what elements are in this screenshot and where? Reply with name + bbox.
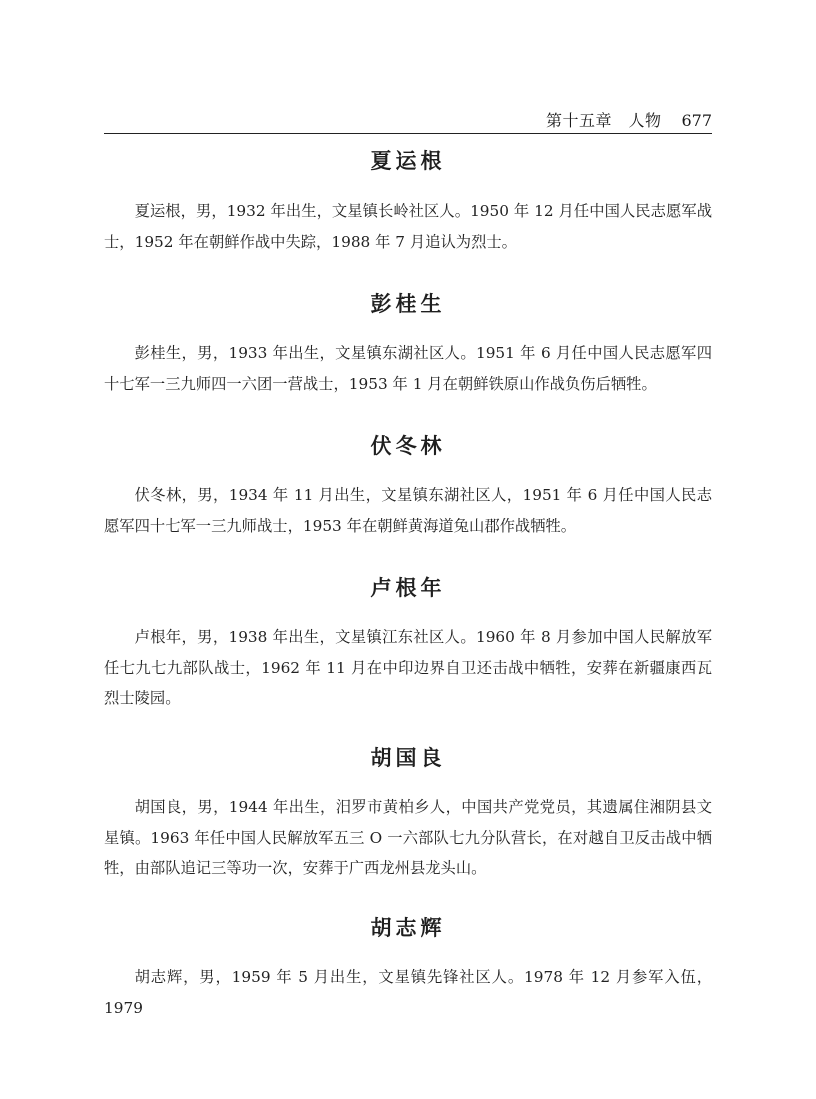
entry-title: 彭桂生 <box>370 292 446 316</box>
page-number: 677 <box>681 111 712 130</box>
chapter-title: 第十五章 人物 <box>545 111 662 130</box>
entry-title: 卢根年 <box>370 576 446 600</box>
entry-title: 胡国良 <box>370 746 446 770</box>
entry-paragraph: 胡志辉，男，1959 年 5 月出生，文星镇先锋社区人。1978 年 12 月参军入伍，1979 <box>104 968 712 1017</box>
entry-paragraph: 卢根年，男，1938 年出生，文星镇江东社区人。1960 年 8 月参加中国人民解放军任七九七九部队战士，1962 年 11 月在中印边界自卫还击战中牺牲，安葬在新疆康西瓦烈士陵园。 <box>104 628 712 707</box>
entry-title: 伏冬林 <box>370 434 446 458</box>
entry-title: 胡志辉 <box>370 916 446 940</box>
entry-paragraph: 伏冬林，男，1934 年 11 月出生，文星镇东湖社区人，1951 年 6 月任中国人民志愿军四十七军一三九师战士，1953 年在朝鲜黄海道兔山郡作战牺牲。 <box>104 486 712 535</box>
entry-paragraph: 彭桂生，男，1933 年出生，文星镇东湖社区人。1951 年 6 月任中国人民志愿军四十七军一三九师四一六团一营战士，1953 年 1 月在朝鲜铁原山作战负伤后牺牲。 <box>104 344 712 393</box>
entry-title: 夏运根 <box>370 149 446 173</box>
entry-paragraph: 胡国良，男，1944 年出生，汨罗市黄柏乡人，中国共产党党员，其遗属住湘阴县文星镇。1963 年任中国人民解放军五三 O 一六部队七九分队营长，在对越自卫反击战中牺牲，由部队追记三等功一次，安葬于广西龙州县龙头山。 <box>104 798 712 877</box>
running-header <box>104 104 712 134</box>
entry-paragraph: 夏运根，男，1932 年出生，文星镇长岭社区人。1950 年 12 月任中国人民志愿军战士，1952 年在朝鲜作战中失踪，1988 年 7 月追认为烈士。 <box>104 202 712 251</box>
